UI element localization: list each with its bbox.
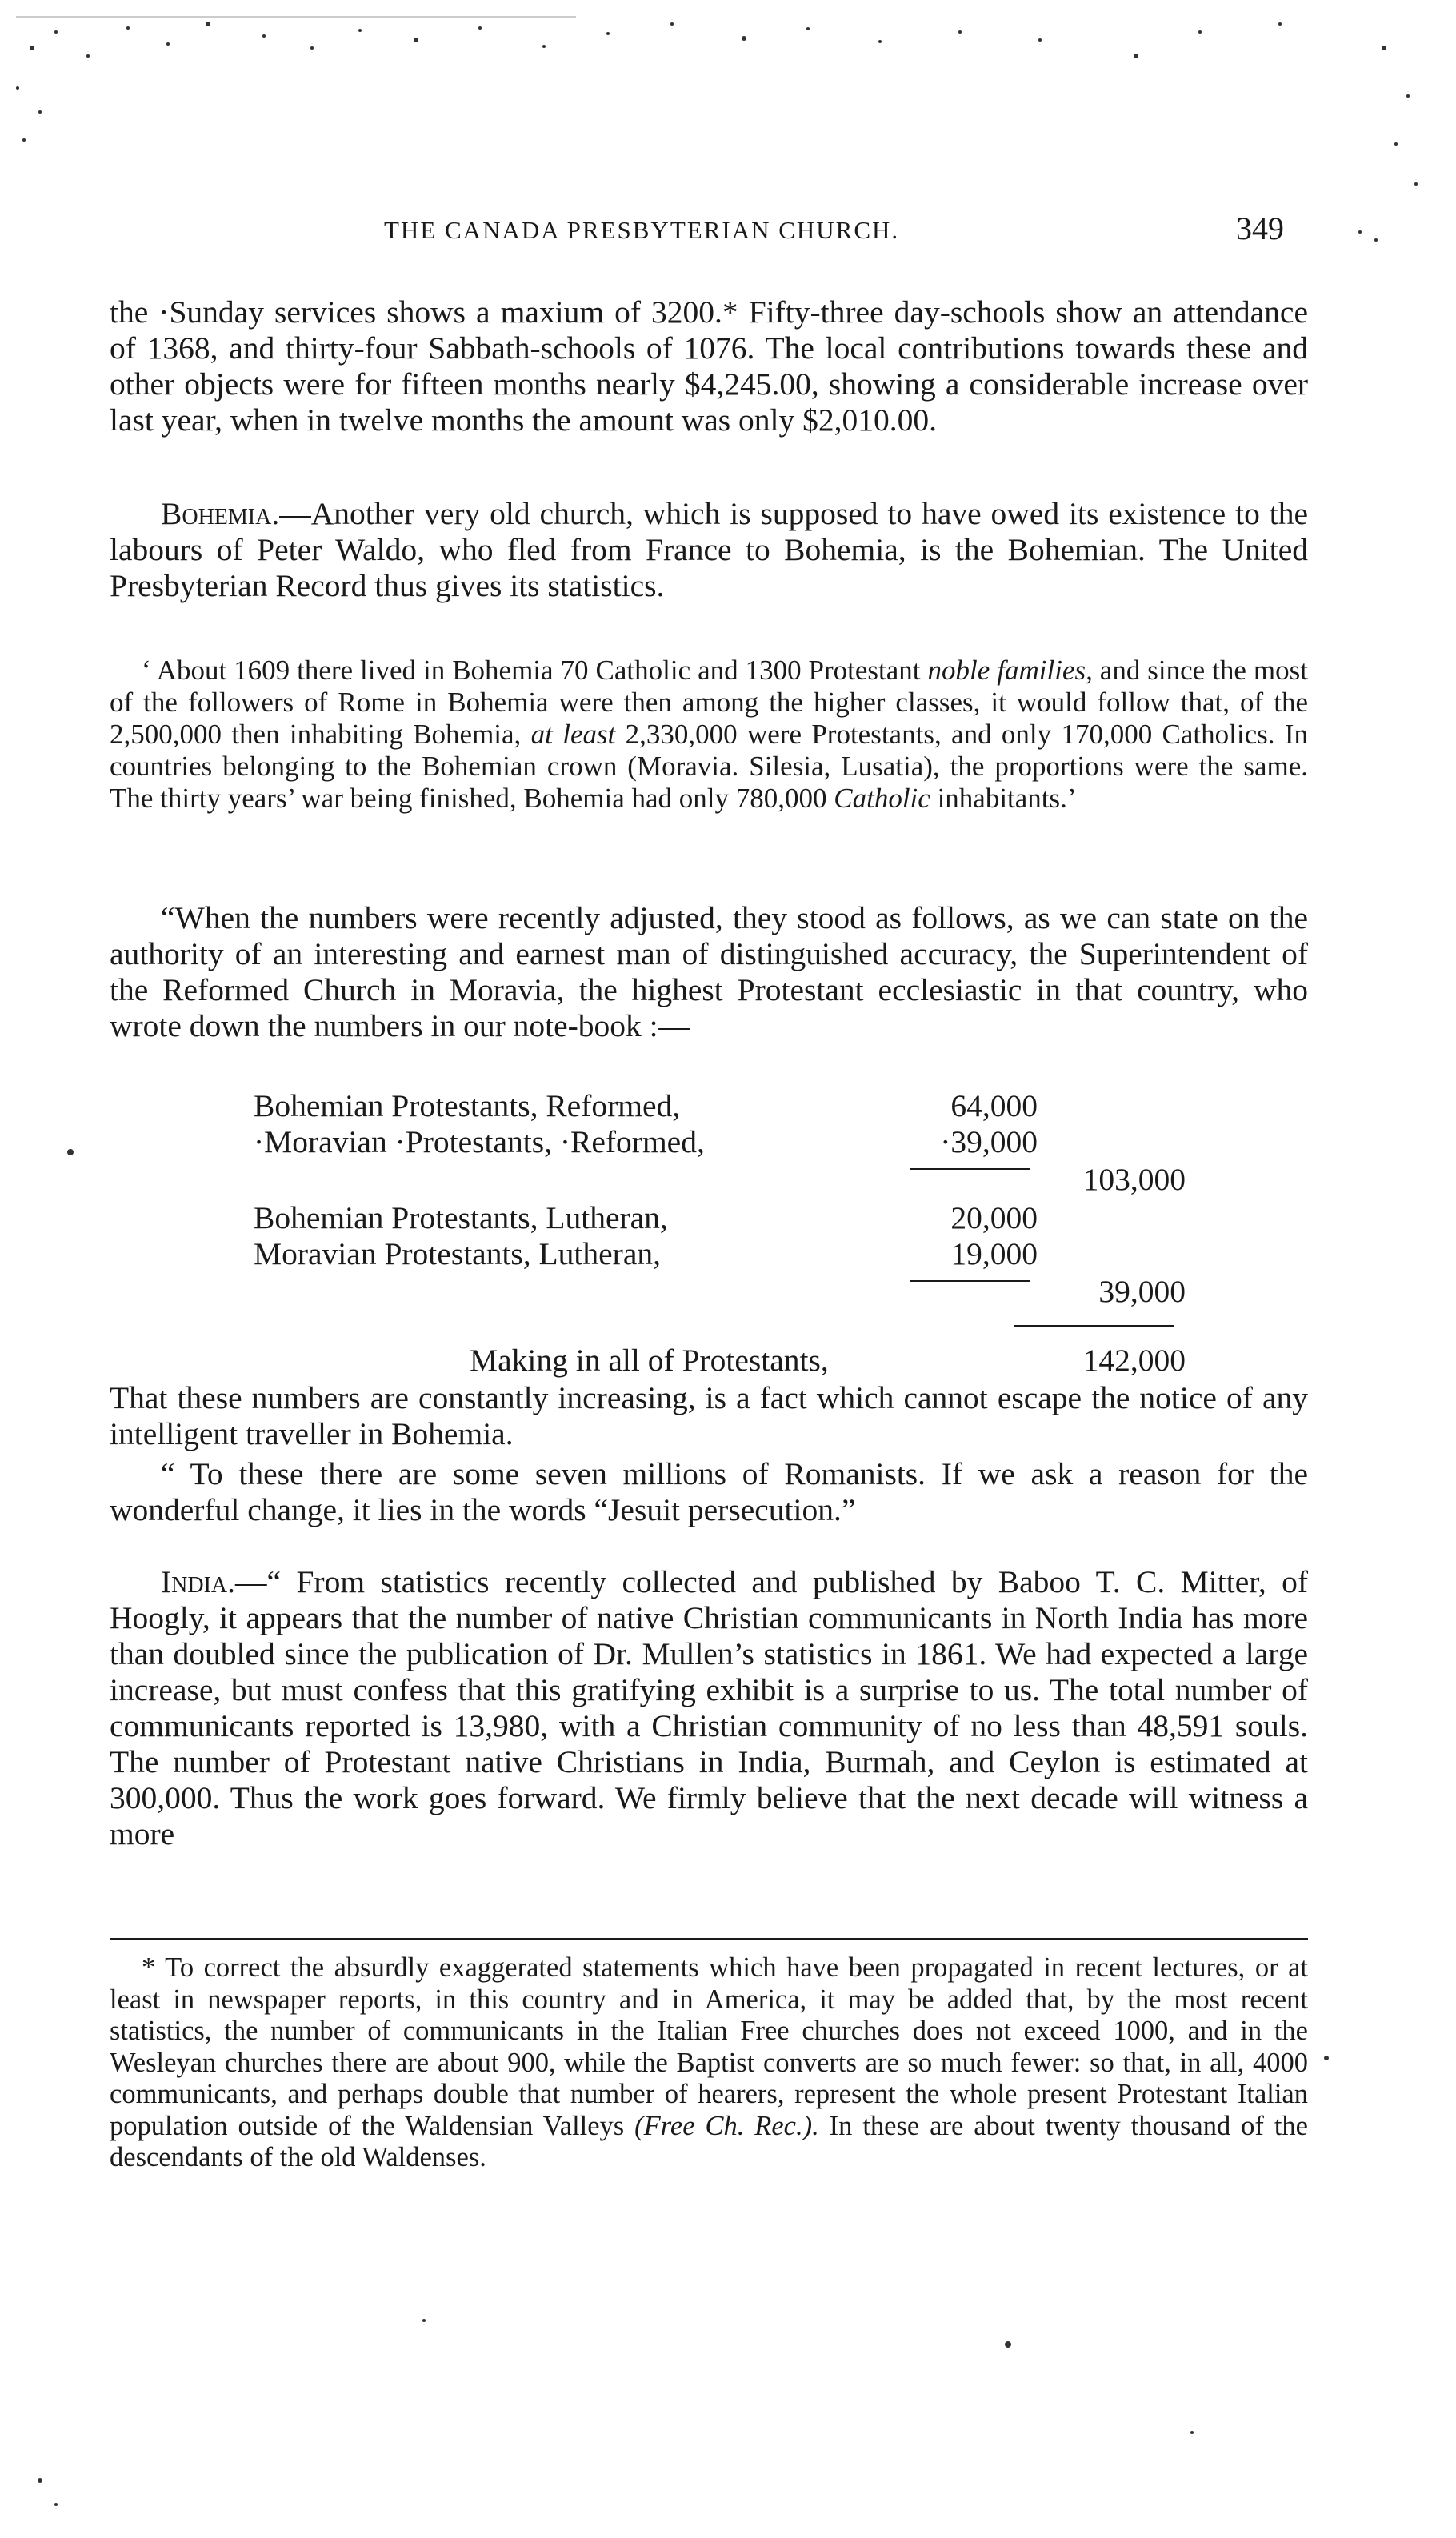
paragraph-romanists: [110, 1456, 1308, 1528]
row-label: Bohemian Protestants, Lutheran,: [254, 1200, 668, 1235]
row-value: 20,000: [950, 1200, 1038, 1235]
total-label: Making in all of Protestants,: [470, 1343, 829, 1378]
page-number: 349: [1236, 210, 1284, 246]
paragraph-constantly-increasing: [110, 1380, 1308, 1452]
row-value: 64,000: [950, 1088, 1038, 1123]
paragraph-body: —Another very old church, which is supposed to have owed its existence to the labours of Peter Waldo, who fled from France to Bohemia, is the Bohemian. The United Presbyterian Record thus gives its statistics.: [110, 496, 1308, 603]
paragraph-sunday-services: [110, 294, 1308, 438]
row-value: ·39,000: [940, 1124, 1038, 1159]
paragraph-text: “ To these there are some seven millions of Romanists. If we ask a reason for the wonderful change, it lies in the words “Jesuit persecution.”: [110, 1456, 1308, 1527]
footnote-text: * To correct the absurdly exaggerated statements which have been propagated in recent lectures, or at least in newspaper reports, in this country and in America, it may be added that, by the most recent statistics, the number of communicants in the Italian Free churches does not exceed 1000, and in the Wesleyan churches there are about 900, while the Baptist converts are so much fewer: so that, in all, 4000 communicants, and perhaps double that number of hearers, represent the whole present Protestant Italian population outside of the Waldensian Valleys: [110, 1952, 1308, 2141]
total-rule: [1014, 1325, 1174, 1327]
table-row: [110, 1236, 1308, 1272]
table-row: [110, 1200, 1308, 1236]
quote-text: inhabitants.’: [930, 783, 1077, 814]
table-row: [110, 1274, 1308, 1310]
section-lead-india: India.: [161, 1564, 236, 1599]
footnote-rule: [110, 1938, 1308, 1940]
total-value: 142,000: [1082, 1343, 1186, 1378]
quote-text: 2,330,000 were Protestants, and only 170,000 Catholics. In countries belonging to the Bohemian crown (Moravia. Silesia, Lusatia), the proportions were the same. The thirty years’ war being finished, Bohemia had only 780,000: [110, 719, 1308, 814]
section-lead-bohemia: Bohemia.: [161, 496, 280, 531]
running-head: THE CANADA PRESBYTERIAN CHURCH.: [384, 216, 900, 244]
table-total-row: [110, 1343, 1308, 1379]
paragraph-text: [110, 1564, 1308, 1852]
row-value: 19,000: [950, 1236, 1038, 1271]
block-quote-bohemia-history: [110, 655, 1308, 815]
paragraph-text: the ·Sunday services shows a maxium of 3200.* Fifty-three day-schools show an attendance of 1368, and thirty-four Sabbath-schools of 1076. The local contributions towards these and other objects were for fifteen months nearly $4,245.00, showing a considerable increase over last year, when in twelve months the amount was only $2,010.00.: [110, 294, 1308, 438]
paragraph-bohemia: [110, 496, 1308, 604]
paragraph-text: That these numbers are constantly increasing, is a fact which cannot escape the notice of any intelligent traveller in Bohemia.: [110, 1380, 1308, 1451]
table-row: [110, 1088, 1308, 1124]
paragraph-body: —“ From statistics recently collected and published by Baboo T. C. Mitter, of Hoogly, it appears that the number of native Christian communicants in North India has more than doubled since the publication of Dr. Mullen’s statistics in 1861. We had expected a large increase, but must confess that this gratifying exhibit is a surprise to us. The total number of communicants reported is 13,980, with a Christian community of no less than 48,591 souls. The number of Protestant native Christians in India, Burmah, and Ceylon is estimated at 300,000. Thus the work goes forward. We firmly believe that the next decade will witness a more: [110, 1564, 1308, 1851]
table-row: [110, 1162, 1308, 1198]
row-label: ·Moravian ·Protestants, ·Reformed,: [254, 1124, 705, 1159]
quote-emphasis: Catholic: [834, 783, 930, 814]
protestants-table: [110, 1088, 1308, 1392]
paragraph-numbers-adjusted: [110, 900, 1308, 1044]
quote-emphasis: noble families,: [927, 655, 1093, 686]
footnote-text: In these are about twenty thousand of the descendants of the old Waldenses.: [110, 2110, 1308, 2172]
quote-emphasis: at least: [530, 719, 616, 750]
subtotal-lutheran: 39,000: [1098, 1274, 1186, 1309]
paragraph-india: [110, 1564, 1308, 1852]
paragraph-text: [110, 496, 1308, 604]
row-label: Bohemian Protestants, Reformed,: [254, 1088, 681, 1123]
footnote-reference: (Free Ch. Rec.).: [634, 2110, 819, 2141]
footnote: [110, 1952, 1308, 2174]
paragraph-text: “When the numbers were recently adjusted, they stood as follows, as we can state on the authority of an interesting and earnest man of distinguished accuracy, the Superintendent of the Reformed Church in Moravia, the highest Protestant ecclesiastic in that country, who wrote down the numbers in our note-book :—: [110, 900, 1308, 1043]
table-row: [110, 1124, 1308, 1160]
quote-text: ‘ About 1609 there lived in Bohemia 70 Catholic and 1300 Protestant: [142, 655, 928, 686]
row-label: Moravian Protestants, Lutheran,: [254, 1236, 661, 1271]
quote-text: and since the most of the followers of Rome in Bohemia were then among the higher classes, it would follow that, of the 2,500,000 then inhabiting Bohemia,: [110, 655, 1308, 750]
subtotal-reformed: 103,000: [1082, 1162, 1186, 1197]
